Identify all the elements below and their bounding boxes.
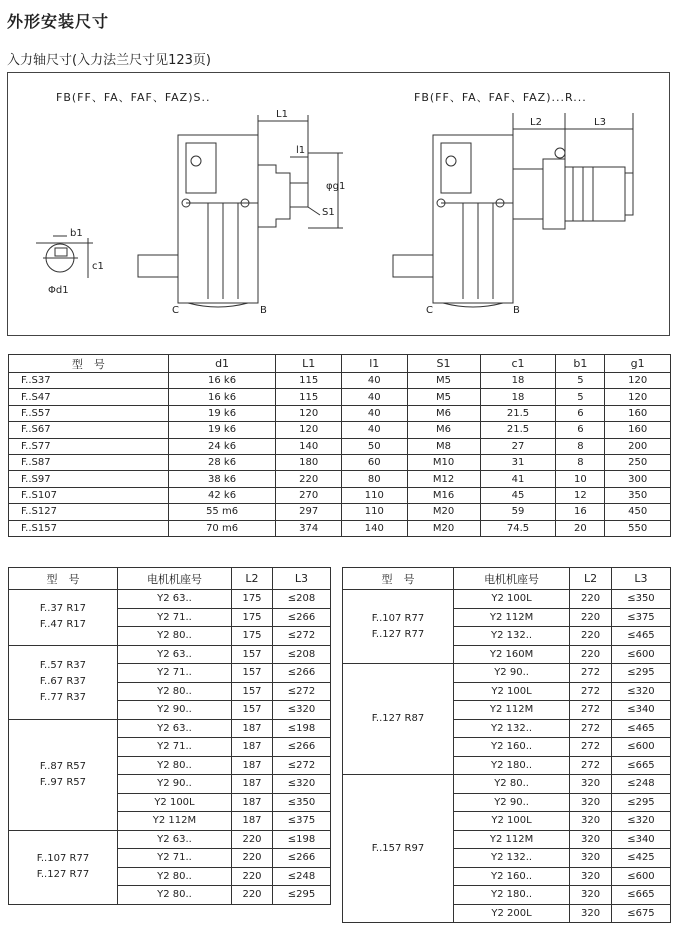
table-cell: 16	[556, 504, 605, 520]
model-name: F..157 R97	[371, 842, 425, 854]
table-cell: 272	[570, 664, 612, 683]
table-cell: ≤375	[611, 608, 670, 627]
table-cell: F..S127	[9, 504, 169, 520]
table-cell: Y2 80..	[117, 756, 231, 775]
table-cell: 297	[276, 504, 342, 520]
table-cell: ≤248	[272, 867, 330, 886]
table-cell: 16 k6	[168, 389, 276, 405]
table-cell: Y2 80..	[117, 886, 231, 905]
table-cell: 40	[342, 405, 408, 421]
table-cell: 187	[232, 775, 273, 794]
table-cell: ≤272	[272, 682, 330, 701]
table-cell: ≤600	[611, 645, 670, 664]
table-row	[9, 504, 671, 520]
table-cell: 220	[232, 849, 273, 868]
table-header-cell: L3	[611, 568, 670, 590]
model-name: F..107 R77	[36, 853, 90, 864]
table-cell: 6	[556, 405, 605, 421]
table-cell: 140	[276, 438, 342, 454]
table-cell: M20	[407, 504, 480, 520]
table-cell: Y2 71..	[117, 608, 231, 627]
table-cell: Y2 112M	[453, 830, 569, 849]
model-name: F..127 R77	[36, 869, 90, 880]
table-header-cell: b1	[556, 355, 605, 373]
table-cell: 320	[570, 775, 612, 794]
table-cell: F..S97	[9, 471, 169, 487]
table-cell: 74.5	[480, 520, 556, 536]
table-cell: 270	[276, 487, 342, 503]
table-cell: ≤295	[611, 664, 670, 683]
table-cell: Y2 112M	[453, 701, 569, 720]
label-B-left: B	[260, 305, 267, 316]
table-cell: 175	[232, 608, 273, 627]
table-cell: 175	[232, 590, 273, 609]
drawing-svg	[8, 73, 669, 335]
table-cell: M16	[407, 487, 480, 503]
table-cell: 115	[276, 389, 342, 405]
model-name: F..67 R37	[39, 676, 86, 687]
label-B-right: B	[513, 305, 520, 316]
table-cell: 272	[570, 701, 612, 720]
table-cell: 5	[556, 389, 605, 405]
table-cell: 8	[556, 454, 605, 470]
table-cell: F..S77	[9, 438, 169, 454]
table-cell: M5	[407, 373, 480, 389]
table-cell: Y2 132..	[453, 627, 569, 646]
table-cell: 187	[232, 793, 273, 812]
label-g1: φg1	[326, 181, 346, 192]
table-cell: F..S37	[9, 373, 169, 389]
table-cell: F..S67	[9, 422, 169, 438]
model-group-cell	[9, 719, 118, 830]
table-cell: ≤340	[611, 830, 670, 849]
table-cell: ≤465	[611, 627, 670, 646]
table-cell: ≤425	[611, 849, 670, 868]
table-cell: ≤295	[611, 793, 670, 812]
table-row	[9, 405, 671, 421]
table-cell: ≤320	[611, 812, 670, 831]
table-cell: ≤375	[272, 812, 330, 831]
table-cell: Y2 63..	[117, 830, 231, 849]
table-row	[9, 454, 671, 470]
model-group-cell	[9, 590, 118, 646]
table-cell: 320	[570, 867, 612, 886]
page-subtitle: 入力轴尺寸(入力法兰尺寸见123页)	[7, 53, 211, 68]
table-cell: 115	[276, 373, 342, 389]
table-cell: M6	[407, 422, 480, 438]
table-header-cell: S1	[407, 355, 480, 373]
table-cell: 187	[232, 719, 273, 738]
label-C-left: C	[172, 305, 179, 316]
table-cell: 6	[556, 422, 605, 438]
table-cell: 21.5	[480, 405, 556, 421]
table-cell: Y2 71..	[117, 849, 231, 868]
table-header-cell: d1	[168, 355, 276, 373]
table-cell: ≤320	[272, 775, 330, 794]
table-cell: 157	[232, 701, 273, 720]
table-cell: Y2 112M	[117, 812, 231, 831]
table-cell: ≤248	[611, 775, 670, 794]
table-cell: 272	[570, 719, 612, 738]
table-cell: Y2 90..	[117, 775, 231, 794]
table-row	[9, 438, 671, 454]
table-cell: Y2 80..	[117, 682, 231, 701]
table-row	[9, 471, 671, 487]
label-c1: c1	[92, 261, 104, 272]
table-row	[343, 664, 671, 683]
model-name: F..97 R57	[39, 776, 86, 788]
table-cell: M12	[407, 471, 480, 487]
table-cell: 41	[480, 471, 556, 487]
table-cell: 120	[276, 422, 342, 438]
model-name: F..87 R57	[39, 760, 86, 772]
table-header-cell: L2	[570, 568, 612, 590]
table-cell: 120	[605, 373, 671, 389]
table-cell: 19 k6	[168, 422, 276, 438]
table-cell: 200	[605, 438, 671, 454]
table-cell: 187	[232, 756, 273, 775]
model-name: F..77 R37	[39, 692, 86, 703]
table-header-cell: L1	[276, 355, 342, 373]
motor-dimension-table-right	[342, 567, 671, 923]
table-cell: M5	[407, 389, 480, 405]
table-cell: 250	[605, 454, 671, 470]
table-cell: 350	[605, 487, 671, 503]
table-cell: 10	[556, 471, 605, 487]
table-cell: Y2 71..	[117, 664, 231, 683]
table-row	[9, 487, 671, 503]
table-cell: 24 k6	[168, 438, 276, 454]
table-cell: ≤272	[272, 627, 330, 646]
model-name: F..127 R77	[371, 628, 425, 640]
table-row	[9, 520, 671, 536]
left-drawing-title: FB(FF、FA、FAF、FAZ)S..	[56, 91, 211, 104]
table-cell: Y2 63..	[117, 590, 231, 609]
table-cell: 59	[480, 504, 556, 520]
table-row	[9, 830, 331, 849]
table-cell: 110	[342, 487, 408, 503]
table-cell: 220	[232, 886, 273, 905]
table-cell: 220	[232, 867, 273, 886]
table-cell: 55 m6	[168, 504, 276, 520]
shaft-section	[36, 236, 93, 278]
table-header-cell: g1	[605, 355, 671, 373]
table-cell: M6	[407, 405, 480, 421]
table-cell: Y2 160..	[453, 867, 569, 886]
table-cell: 19 k6	[168, 405, 276, 421]
table-cell: 110	[342, 504, 408, 520]
table-cell: M10	[407, 454, 480, 470]
table-cell: Y2 132..	[453, 849, 569, 868]
table-cell: 300	[605, 471, 671, 487]
table-header-cell: L3	[272, 568, 330, 590]
table-cell: Y2 90..	[117, 701, 231, 720]
left-gear-unit	[138, 115, 346, 307]
table-cell: 220	[276, 471, 342, 487]
table-cell: M8	[407, 438, 480, 454]
table-cell: 320	[570, 830, 612, 849]
table-cell: 220	[570, 627, 612, 646]
table-cell: 18	[480, 389, 556, 405]
table-cell: 272	[570, 682, 612, 701]
table-row	[9, 719, 331, 738]
model-name: F..127 R87	[371, 713, 425, 724]
table-cell: 187	[232, 812, 273, 831]
table-cell: ≤675	[611, 904, 670, 923]
table-cell: 28 k6	[168, 454, 276, 470]
table-header-cell: 型 号	[9, 355, 169, 373]
table-cell: ≤320	[611, 682, 670, 701]
table-cell: 320	[570, 886, 612, 905]
table-cell: Y2 160..	[453, 738, 569, 757]
table-cell: 42 k6	[168, 487, 276, 503]
model-group-cell	[343, 590, 454, 664]
table-cell: 120	[276, 405, 342, 421]
table-cell: 70 m6	[168, 520, 276, 536]
table-header-cell: 型 号	[343, 568, 454, 590]
table-cell: 220	[570, 590, 612, 609]
dimension-drawing	[7, 72, 670, 336]
table-cell: 220	[570, 645, 612, 664]
table-cell: 187	[232, 738, 273, 757]
table-cell: 320	[570, 793, 612, 812]
table-cell: 8	[556, 438, 605, 454]
table-cell: Y2 63..	[117, 719, 231, 738]
table-cell: 272	[570, 756, 612, 775]
table-row	[9, 590, 331, 609]
table-header-cell: 型 号	[9, 568, 118, 590]
table-cell: F..S47	[9, 389, 169, 405]
table-cell: ≤600	[611, 867, 670, 886]
table-cell: ≤208	[272, 645, 330, 664]
model-name: F..57 R37	[39, 660, 86, 671]
table-row	[9, 389, 671, 405]
table-row	[343, 590, 671, 609]
table-cell: Y2 180..	[453, 756, 569, 775]
table-cell: Y2 100L	[117, 793, 231, 812]
table-cell: 160	[605, 422, 671, 438]
table-cell: ≤198	[272, 830, 330, 849]
table-cell: Y2 160M	[453, 645, 569, 664]
table-cell: 16 k6	[168, 373, 276, 389]
table-cell: 60	[342, 454, 408, 470]
table-cell: ≤266	[272, 738, 330, 757]
model-group-cell	[343, 664, 454, 775]
model-name: F..37 R17	[39, 603, 86, 615]
table-cell: 18	[480, 373, 556, 389]
table-cell: ≤266	[272, 664, 330, 683]
label-l1: l1	[296, 145, 306, 156]
table-cell: 21.5	[480, 422, 556, 438]
table-cell: Y2 80..	[117, 867, 231, 886]
table-cell: M20	[407, 520, 480, 536]
table-cell: 40	[342, 389, 408, 405]
label-L3: L3	[594, 117, 606, 128]
motor-dimension-table-left	[8, 567, 331, 905]
page-title: 外形安装尺寸	[7, 12, 110, 31]
table-cell: Y2 112M	[453, 608, 569, 627]
table-cell: 220	[232, 830, 273, 849]
table-cell: ≤198	[272, 719, 330, 738]
table-cell: ≤600	[611, 738, 670, 757]
table-row	[9, 422, 671, 438]
table-cell: 40	[342, 422, 408, 438]
table-cell: ≤266	[272, 608, 330, 627]
table-cell: Y2 132..	[453, 719, 569, 738]
table-cell: 45	[480, 487, 556, 503]
table-cell: 80	[342, 471, 408, 487]
table-cell: Y2 100L	[453, 590, 569, 609]
table-cell: ≤350	[611, 590, 670, 609]
table-header-cell: 电机机座号	[453, 568, 569, 590]
table-cell: ≤272	[272, 756, 330, 775]
label-b1: b1	[70, 228, 83, 239]
table-header-cell: l1	[342, 355, 408, 373]
table-cell: Y2 90..	[453, 793, 569, 812]
table-row	[9, 373, 671, 389]
table-cell: F..S107	[9, 487, 169, 503]
table-cell: 157	[232, 645, 273, 664]
table-cell: F..S157	[9, 520, 169, 536]
table-cell: 12	[556, 487, 605, 503]
table-cell: 450	[605, 504, 671, 520]
table-cell: Y2 180..	[453, 886, 569, 905]
table-cell: 40	[342, 373, 408, 389]
table-cell: F..S57	[9, 405, 169, 421]
model-group-cell	[9, 830, 118, 904]
model-group-cell	[9, 645, 118, 719]
model-name: F..107 R77	[371, 612, 425, 624]
table-cell: 157	[232, 664, 273, 683]
table-cell: 180	[276, 454, 342, 470]
input-shaft-dimension-table	[8, 354, 671, 537]
table-cell: ≤340	[611, 701, 670, 720]
right-gear-unit	[393, 113, 633, 307]
table-cell: ≤320	[272, 701, 330, 720]
table-cell: 320	[570, 904, 612, 923]
table-cell: 157	[232, 682, 273, 701]
table-cell: ≤350	[272, 793, 330, 812]
table-cell: Y2 80..	[117, 627, 231, 646]
label-d1: Φd1	[48, 285, 69, 296]
right-drawing-title: FB(FF、FA、FAF、FAZ)...R...	[414, 91, 587, 104]
table-header-cell: c1	[480, 355, 556, 373]
table-cell: F..S87	[9, 454, 169, 470]
table-cell: 31	[480, 454, 556, 470]
table-cell: ≤665	[611, 886, 670, 905]
table-cell: ≤208	[272, 590, 330, 609]
table-row	[9, 645, 331, 664]
table-cell: 38 k6	[168, 471, 276, 487]
table-cell: Y2 100L	[453, 682, 569, 701]
table-cell: ≤266	[272, 849, 330, 868]
table-cell: 27	[480, 438, 556, 454]
table-cell: Y2 90..	[453, 664, 569, 683]
label-L2: L2	[530, 117, 542, 128]
table-cell: ≤465	[611, 719, 670, 738]
table-cell: 550	[605, 520, 671, 536]
table-cell: 50	[342, 438, 408, 454]
table-cell: Y2 63..	[117, 645, 231, 664]
table-cell: Y2 80..	[453, 775, 569, 794]
table-cell: 175	[232, 627, 273, 646]
table-cell: Y2 100L	[453, 812, 569, 831]
table-cell: 320	[570, 812, 612, 831]
model-group-cell	[343, 775, 454, 923]
table-cell: 20	[556, 520, 605, 536]
table-cell: 272	[570, 738, 612, 757]
table-cell: ≤665	[611, 756, 670, 775]
table-cell: 120	[605, 389, 671, 405]
table-header-cell: L2	[232, 568, 273, 590]
label-S1: S1	[322, 207, 335, 218]
table-cell: 374	[276, 520, 342, 536]
table-header-cell: 电机机座号	[117, 568, 231, 590]
table-cell: 160	[605, 405, 671, 421]
table-cell: 320	[570, 849, 612, 868]
table-cell: Y2 200L	[453, 904, 569, 923]
table-cell: 220	[570, 608, 612, 627]
table-cell: 140	[342, 520, 408, 536]
label-L1: L1	[276, 109, 288, 120]
label-C-right: C	[426, 305, 433, 316]
table-row	[343, 775, 671, 794]
model-name: F..47 R17	[39, 619, 86, 631]
table-cell: Y2 71..	[117, 738, 231, 757]
table-cell: 5	[556, 373, 605, 389]
table-cell: ≤295	[272, 886, 330, 905]
